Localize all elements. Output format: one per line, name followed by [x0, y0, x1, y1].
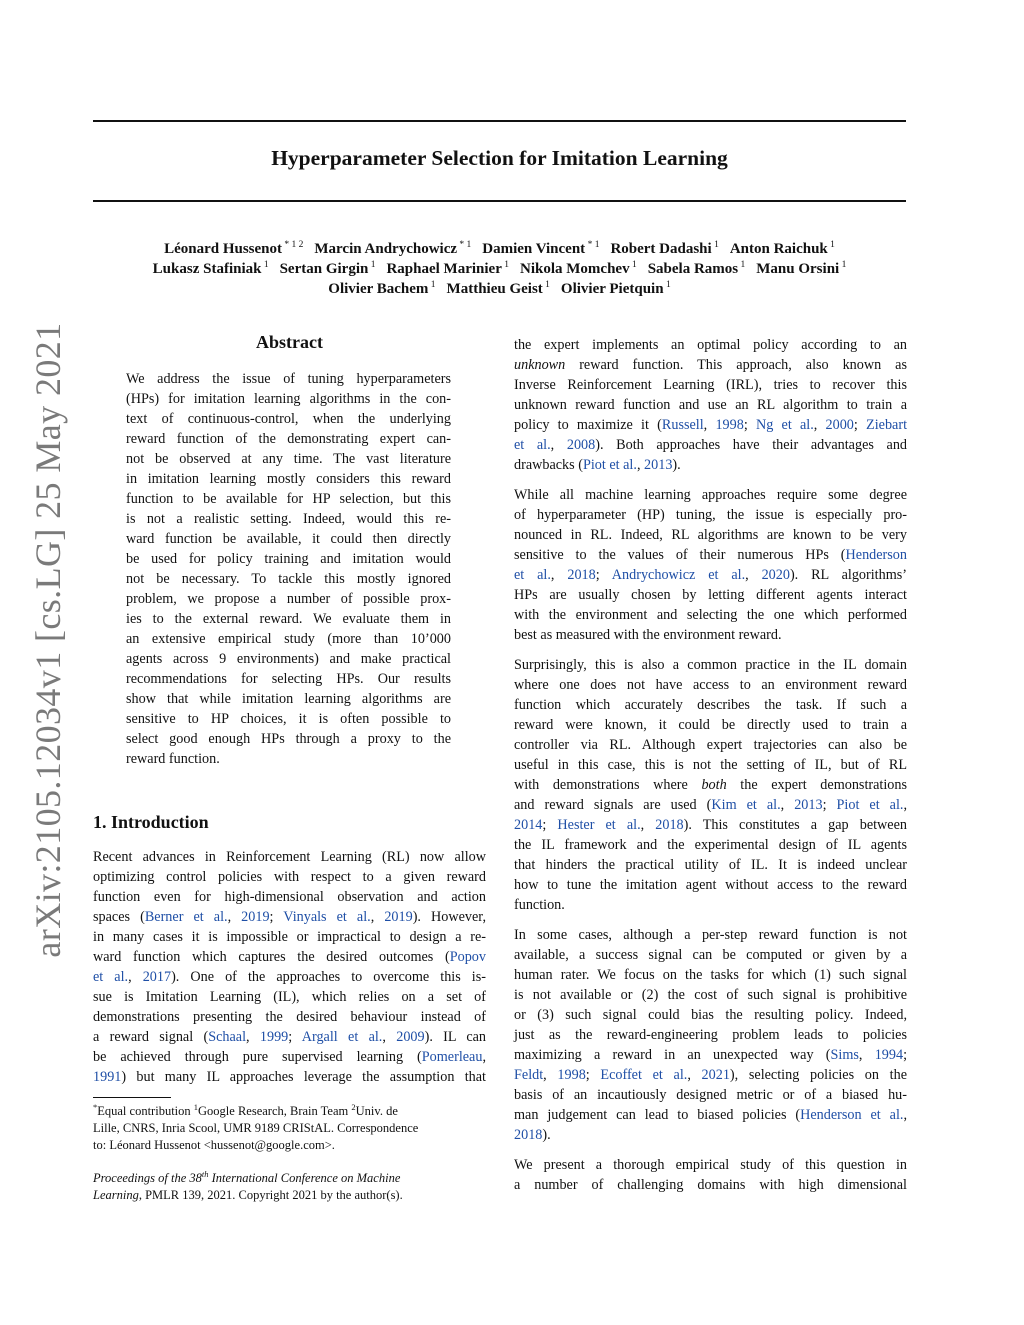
author-name: Anton Raichuk	[729, 241, 828, 257]
text-line: with the environment and selecting the one which performed	[514, 607, 907, 623]
text-line: policy to maximize it (Russell, 1998; Ng et al., 2000; Ziebart	[514, 417, 908, 433]
text-line: et al., 2017). One of the approaches to overcome this is-	[93, 969, 486, 985]
author-name: Olivier Bachem	[328, 281, 429, 297]
text-line: be used for policy training and imitation would	[126, 551, 451, 567]
author-affiliation: 1	[663, 280, 671, 290]
text-line: man judgement can lead to biased policies (Henderson et al.,	[514, 1107, 907, 1123]
text-line: reward function of the demonstrating expert can-	[126, 431, 451, 447]
citation-link[interactable]: 2021	[701, 1067, 730, 1083]
footnote-mark-star: *	[93, 1102, 98, 1112]
text-line: 1991) but many IL approaches leverage the assumption that	[93, 1069, 486, 1085]
text-line: reward were known, it could be directly used to train a	[514, 717, 907, 733]
citation-link[interactable]: 1991	[93, 1069, 122, 1085]
author-affiliation: 1	[501, 260, 509, 270]
text-line: in imitation learning mostly considers this reward	[126, 471, 451, 487]
author-affiliation: 1	[629, 260, 637, 270]
footnote	[93, 1099, 486, 1154]
text-line: function.	[514, 897, 565, 913]
text-line: HPs are usually chosen by letting different agents interact	[514, 587, 907, 603]
text-line: just as the reward-engineering problem leads to policies	[514, 1027, 907, 1043]
text-line: text of continuous-control, when the underlying	[126, 411, 451, 427]
author-affiliation: 1	[261, 260, 269, 270]
text-line: drawbacks (Piot et al., 2013).	[514, 457, 681, 473]
text-line: show that while imitation learning algorithms are	[126, 691, 451, 707]
text-line: reward function.	[126, 751, 220, 767]
text-line: problem, we propose a number of possible prox-	[126, 591, 451, 607]
citation-link[interactable]: 1999	[259, 1029, 289, 1045]
author-name: Damien Vincent	[482, 241, 586, 257]
author-name: Olivier Pietquin	[560, 281, 664, 297]
author-affiliation: * 1	[585, 240, 600, 250]
text-line: function which accurately describes the task. If such a	[514, 697, 907, 713]
citation-link[interactable]: 1998	[557, 1067, 586, 1083]
arxiv-identifier[interactable]: arXiv:2105.12034v1 [cs.LG] 25 May 2021	[28, 322, 68, 958]
proceedings-text: International Conference on Machine	[208, 1171, 401, 1185]
footnote-text: Univ. de	[355, 1104, 398, 1118]
author-name: Manu Orsini	[756, 261, 840, 277]
citation-link[interactable]: Piot et al.	[836, 797, 904, 813]
author-affiliation: 1	[542, 280, 550, 290]
citation-link[interactable]: Kim et al.	[711, 797, 781, 813]
text-line: of hyperparameter (HP) tuning, the issue is especially pro-	[514, 507, 907, 523]
text-line: (HPs) for imitation learning algorithms in the con-	[126, 391, 451, 407]
text-line: We present a thorough empirical study of this question in	[514, 1157, 907, 1173]
citation-link[interactable]: et al.	[514, 567, 551, 583]
citation-link[interactable]: 2018	[655, 817, 684, 833]
footnote-mark-1: 1	[193, 1102, 199, 1112]
citation-link[interactable]: et al.	[93, 969, 129, 985]
text-line: spaces (Berner et al., 2019; Vinyals et al., 2019). However,	[93, 909, 487, 925]
text-line: useful in this case, this is not the setting of IL, but of RL	[514, 757, 907, 773]
citation-link[interactable]: Ziebart	[866, 417, 908, 433]
text-line: and reward signals are used (Kim et al., 2013; Piot et al.,	[514, 797, 907, 813]
text-line: the IL framework and the experimental design of IL agents	[514, 837, 907, 853]
text-line: function to be available for HP selection, but this	[126, 491, 451, 507]
author-name: Matthieu Geist	[446, 281, 543, 297]
text-line: or (3) such signal could bias the resulting policy. Indeed,	[514, 1007, 907, 1023]
text-line: unknown reward function and use an RL algorithm to train a	[514, 397, 907, 413]
text-line: recommendations for selecting HPs. Our results	[126, 671, 451, 687]
text-line: not be observed at any time. The vast literature	[126, 451, 451, 467]
footnote-line: to: Léonard Hussenot <hussenot@google.com>.	[93, 1138, 335, 1152]
footnote-mark-2: 2	[351, 1102, 356, 1112]
text-line: 2018).	[514, 1127, 551, 1143]
text-line: ies to the external reward. We evaluate them in	[126, 611, 451, 627]
text-line: how to tune the imitation agent without access to the reward	[514, 877, 907, 893]
author-affiliation: 1	[827, 240, 835, 250]
text-line: in many cases it is impossible or impractical to design a re-	[93, 929, 486, 945]
text-line: ward function be available, it could then directly	[126, 531, 451, 547]
title-rule-top	[93, 120, 906, 122]
citation-link[interactable]: Henderson	[845, 547, 907, 563]
text-line: We address the issue of tuning hyperparameters	[126, 371, 451, 387]
text-line: best as measured with the environment reward.	[514, 627, 782, 643]
citation-link[interactable]: 2013	[794, 797, 823, 813]
citation-link[interactable]: Russell	[661, 417, 704, 433]
author-name: Sertan Girgin	[279, 261, 369, 277]
introduction-body	[93, 847, 486, 1087]
citation-link[interactable]: 2009	[396, 1029, 425, 1045]
citation-link[interactable]: Feldt	[514, 1067, 544, 1083]
citation-link[interactable]: Pomerleau	[421, 1049, 483, 1065]
proceedings-text: Proceedings of the 38	[93, 1171, 202, 1185]
citation-link[interactable]: 2019	[241, 909, 270, 925]
text-line: Surprisingly, this is also a common practice in the IL domain	[514, 657, 907, 673]
citation-link[interactable]: Argall et al.	[301, 1029, 383, 1045]
text-line: optimizing control policies with respect to a given reward	[93, 869, 486, 885]
author-name: Raphael Marinier	[386, 261, 502, 277]
text-line: sensitive to HP choices, it is often possible to	[126, 711, 451, 727]
author-affiliation: 1	[368, 260, 376, 270]
right-column-body	[514, 335, 907, 1195]
introduction-heading: 1. Introduction	[93, 812, 209, 832]
citation-link[interactable]: 2019	[384, 909, 413, 925]
author-name: Léonard Hussenot	[164, 241, 283, 257]
text-line: an extensive empirical study (more than 10’000	[126, 631, 451, 647]
author-name: Nikola Momchev	[520, 261, 630, 277]
author-affiliation: 1	[428, 280, 436, 290]
footnote-text: Equal contribution	[97, 1104, 194, 1118]
text-line: agents across 9 environments) and make practical	[126, 651, 451, 667]
citation-link[interactable]: Sims	[830, 1047, 859, 1063]
citation-link[interactable]: 2017	[142, 969, 172, 985]
citation-link[interactable]: Berner et al.	[144, 909, 228, 925]
citation-link[interactable]: 1998	[715, 417, 744, 433]
text-line: available, a success signal can be computed or given by a	[514, 947, 907, 963]
text-line: nounced in RL. Indeed, RL algorithms are known to be very	[514, 527, 907, 543]
text-line: et al., 2018; Andrychowicz et al., 2020). RL algorithms’	[514, 567, 907, 583]
citation-link[interactable]: Schaal	[208, 1029, 247, 1045]
text-line: be achieved through pure supervised learning (Pomerleau,	[93, 1049, 486, 1065]
author-affiliation: 1	[711, 240, 719, 250]
author-affiliation: 1	[839, 260, 847, 270]
author-affiliation: 1	[738, 260, 746, 270]
text-line: Recent advances in Reinforcement Learning (RL) now allow	[93, 849, 486, 865]
text-line: sensitive to the values of their numerous HPs (Henderson	[514, 547, 907, 563]
text-line: a number of challenging domains with high dimensional	[514, 1177, 907, 1193]
text-line: In some cases, although a per-step reward function is not	[514, 927, 907, 943]
text-line: select good enough HPs through a proxy to the	[126, 731, 451, 747]
text-line: a reward signal (Schaal, 1999; Argall et al., 2009). IL can	[93, 1029, 487, 1045]
citation-link[interactable]: et al.	[514, 437, 551, 453]
text-line: is not a realistic setting. Indeed, would this re-	[126, 511, 451, 527]
citation-link[interactable]: Ecoffet et al.	[600, 1067, 688, 1083]
author-name: Sabela Ramos	[647, 261, 739, 277]
text-line: not be necessary. To tackle this mostly ignored	[126, 571, 451, 587]
proceedings-note	[93, 1166, 486, 1204]
title-rule-bottom	[93, 200, 906, 202]
citation-link[interactable]: 2014	[514, 817, 543, 833]
text-line: with demonstrations where both the expert demonstrations	[514, 777, 907, 793]
author-affiliation: * 1	[457, 240, 472, 250]
citation-link[interactable]: Hester et al.	[557, 817, 641, 833]
footnote-line: Lille, CNRS, Inria Scool, UMR 9189 CRIStAL. Correspondence	[93, 1121, 419, 1135]
citation-link[interactable]: 1994	[874, 1047, 904, 1063]
author-name: Robert Dadashi	[610, 241, 712, 257]
text-line: unknown reward function. This approach, also known as	[514, 357, 907, 373]
text-line: 2014; Hester et al., 2018). This constitutes a gap between	[514, 817, 907, 833]
text-line: controller via RL. Although expert trajectories can also be	[514, 737, 907, 753]
abstract-body	[126, 369, 451, 769]
text-line: basis of an incautiously designed metric or of a biased hu-	[514, 1087, 907, 1103]
text-line: sue is Imitation Learning (IL), which relies on a set of	[93, 989, 486, 1005]
footnote-rule	[93, 1097, 171, 1098]
text-line: the expert implements an optimal policy according to an	[514, 337, 907, 353]
proceedings-text: Learning	[93, 1188, 139, 1202]
citation-link[interactable]: Popov	[449, 949, 486, 965]
citation-link[interactable]: 2013	[644, 457, 673, 473]
citation-link[interactable]: 2008	[566, 437, 596, 453]
citation-link[interactable]: Andrychowicz et al.	[611, 567, 746, 583]
footnote-text: Google Research, Brain Team	[198, 1104, 352, 1118]
text-line: is not available or (2) the cost of such signal is prohibitive	[514, 987, 907, 1003]
text-line: Inverse Reinforcement Learning (IRL), tries to recover this	[514, 377, 907, 393]
citation-link[interactable]: Piot et al.	[582, 457, 637, 473]
author-line-3	[93, 275, 906, 299]
citation-link[interactable]: 2020	[761, 567, 790, 583]
text-line: et al., 2008). Both approaches have their advantages and	[514, 437, 908, 453]
citation-link[interactable]: Vinyals et al.	[283, 909, 371, 925]
text-line: where one does not have access to an environment reward	[514, 677, 907, 693]
citation-link[interactable]: 2000	[825, 417, 854, 433]
author-affiliation: * 1 2	[282, 240, 304, 250]
text-line: that hinders the practical utility of IL. It is indeed unclear	[514, 857, 907, 873]
citation-link[interactable]: 2018	[514, 1127, 543, 1143]
abstract-heading: Abstract	[256, 332, 323, 352]
paper-title: Hyperparameter Selection for Imitation Learning	[271, 146, 728, 170]
author-name: Marcin Andrychowicz	[314, 241, 458, 257]
proceedings-text: , PMLR 139, 2021. Copyright 2021 by the author(s).	[138, 1188, 403, 1202]
text-line: While all machine learning approaches require some degree	[514, 487, 907, 503]
citation-link[interactable]: 2018	[567, 567, 596, 583]
text-line: Feldt, 1998; Ecoffet et al., 2021), selecting policies on the	[514, 1067, 908, 1083]
proceedings-sup: th	[201, 1169, 209, 1179]
author-name: Lukasz Stafiniak	[152, 261, 262, 277]
citation-link[interactable]: Ng et al.	[755, 417, 814, 433]
text-line: maximizing a reward in an unexpected way (Sims, 1994;	[514, 1047, 908, 1063]
text-line: demonstrations presenting the desired behaviour instead of	[93, 1009, 486, 1025]
text-line: function even for high-dimensional observation and action	[93, 889, 486, 905]
text-line: human rater. We focus on the tasks for which (1) such signal	[514, 967, 907, 983]
citation-link[interactable]: Henderson et al.	[800, 1107, 904, 1123]
text-line: ward function which captures the desired outcomes (Popov	[93, 949, 486, 965]
